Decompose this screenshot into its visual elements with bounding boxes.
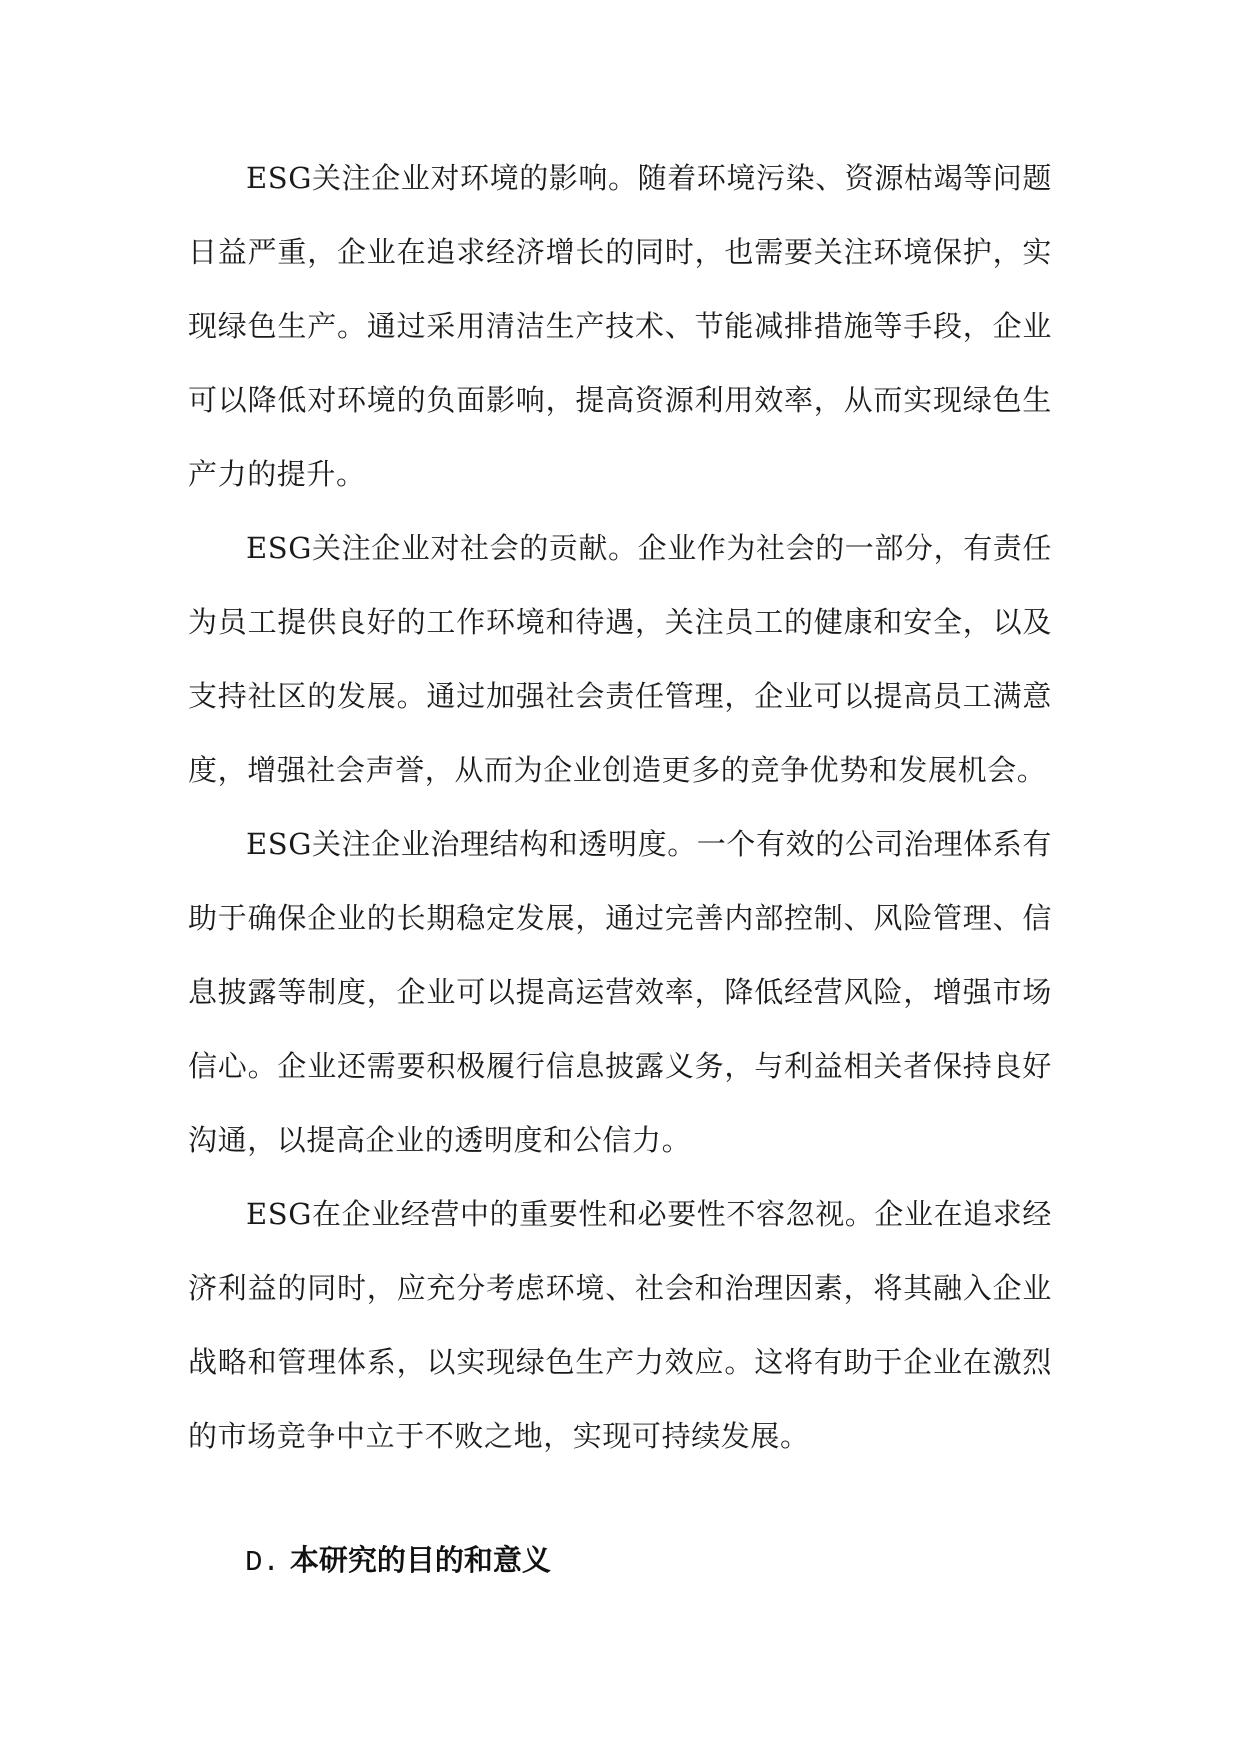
- paragraph-conclusion: ESG在企业经营中的重要性和必要性不容忽视。企业在追求经济利益的同时，应充分考虑环境、社会和治理因素，将其融入企业战略和管理体系，以实现绿色生产力效应。这将有助于企业在激烈的市场竞争中立于不败之地，实现可持续发展。: [188, 1197, 1053, 1453]
- section-letter: D.: [245, 1546, 280, 1579]
- paragraph-social: ESG关注企业对社会的贡献。企业作为社会的一部分，有责任为员工提供良好的工作环境和待遇，关注员工的健康和安全，以及支持社区的发展。通过加强社会责任管理，企业可以提高员工满意度，增强社会声誉，从而为企业创造更多的竞争优势和发展机会。: [188, 531, 1053, 787]
- paragraph-governance: ESG关注企业治理结构和透明度。一个有效的公司治理体系有助于确保企业的长期稳定发展，通过完善内部控制、风险管理、信息披露等制度，企业可以提高运营效率，降低经营风险，增强市场信心。企业还需要积极履行信息披露义务，与利益相关者保持良好沟通，以提高企业的透明度和公信力。: [188, 827, 1053, 1157]
- paragraph-environment: ESG关注企业对环境的影响。随着环境污染、资源枯竭等问题日益严重，企业在追求经济增长的同时，也需要关注环境保护，实现绿色生产。通过采用清洁生产技术、节能减排措施等手段，企业可以降低对环境的负面影响，提高资源利用效率，从而实现绿色生产力的提升。: [188, 161, 1053, 491]
- section-heading: [245, 1530, 551, 1593]
- body-text: [188, 141, 1052, 1473]
- section-title: 本研究的目的和意义: [289, 1543, 551, 1577]
